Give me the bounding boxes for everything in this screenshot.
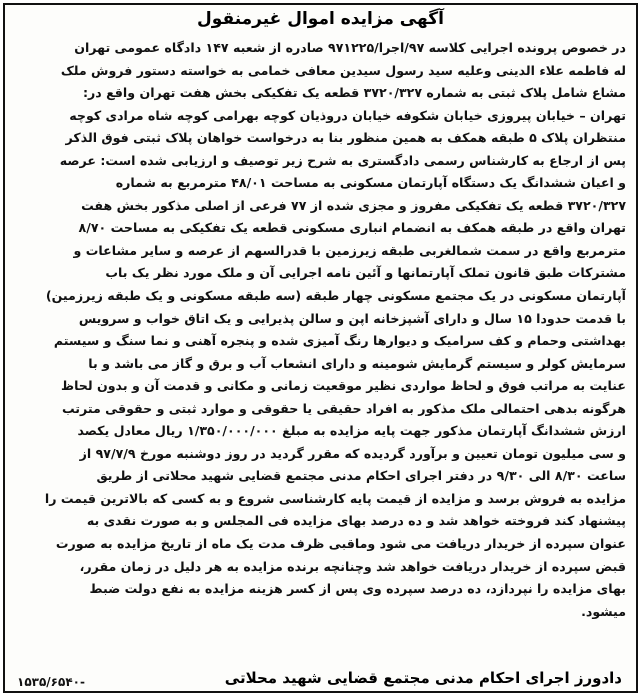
body-line: تهران – خیابان پیروزی خیابان شکوفه خیابان دروذیان کوچه بهرامی کوچه شاه مرادی کوچه [69, 107, 626, 123]
body-line: تهران واقع در طبقه همکف به انضمام انباری مسکونی قطعه یک تفکیکی به مساحت ۸/۷۰ [78, 220, 626, 236]
body-line: آپارتمان مسکونی در یک مجتمع مسکونی چهار طبقه (سه طبقه مسکونی و یک طبقه زیرزمین) [45, 288, 626, 304]
body-line: و اعیان ششدانگ یک دستگاه آپارتمان مسکونی به مساحت ۴۸/۰۱ مترمربع به شماره [115, 175, 626, 191]
body-line: با قدمت حدودا ۱۵ سال و دارای آشپزخانه اپن و سالن پذیرایی و یک اتاق خواب و سرویس [78, 310, 626, 326]
body-line: عنوان سپرده از خریدار دریافت می شود وماقبی ظرف مدت یک ماه از تاریخ مزایده به صورت [55, 536, 626, 552]
body-line: منتظران پلاک ۵ طبقه همکف به همین منظور بنا به درخواست خواهان پلاک ثبتی فوق الذکر [65, 130, 626, 146]
body-line: پس از ارجاع به کارشناس رسمی دادگستری به شرح زیر توصیف و ارزیابی شده است: عرصه [59, 152, 626, 168]
body-line: مزایده به فروش برسد و مزایده از قیمت پایه کارشناسی شروع و به کسی که بالاترین قیمت را [44, 490, 626, 506]
signature: دادورز اجرای احکام مدنی مجتمع قضایی شهید محلاتی [224, 669, 622, 687]
notice-body [15, 37, 626, 623]
notice-code: ۱۵۳۵/۶۵۴۰- [17, 675, 85, 689]
notice-title: آگهی مزایده اموال غیرمنقول [197, 9, 444, 29]
body-line: در خصوص پرونده اجرایی کلاسه ۹۷/اجرا/۹۷۱۲۲۵ صادره از شعبه ۱۴۷ دادگاه عمومی تهران [74, 40, 626, 55]
body-line: مشاع شامل پلاک ثبتی به شماره ۳۷۲۰/۳۲۷ قطعه یک تفکیکی بخش هفت تهران واقع در: [82, 85, 626, 101]
body-line: بهداشتی وحمام و کف سرامیک و دیوارها رنگ آمیزی شده و پنجره آهنی و نما سنگ و سیستم [53, 333, 626, 349]
body-line: هرگونه بدهی احتمالی ملک مذکور به افراد حقیقی یا حقوقی و موارد ثبتی و حقوقی مترتب [61, 400, 626, 416]
body-line: ساعت ۸/۳۰ الی ۹/۳۰ در دفتر اجرای احکام مدنی مجتمع قضایی شهید محلاتی از طریق [96, 468, 626, 484]
body-line: قبض سپرده از خریدار دریافت خواهد شد وچنانچه برنده مزایده به هر دلیل در زمان مقرر، [79, 558, 626, 574]
body-line: سرمایش کولر و سیستم گرمایش شومینه و دارای انشعاب آب و برق و گاز می باشد و با [88, 355, 626, 371]
body-line: ارزش ششدانگ آپارتمان مذکور جهت پایه مزایده به مبلغ ۱/۳۵۰/۰۰۰/۰۰۰ ریال معادل یکصد [77, 423, 626, 439]
body-line: پیشنهاد کند فروخته خواهد شد و ده درصد بهای مزایده فی المجلس و به صورت نقدی به [86, 513, 626, 529]
body-line: و سی میلیون تومان تعیین و برآورد گردیده که مقرر گردید در روز دوشنبه مورخ ۹۷/۷/۹ از [79, 445, 626, 461]
body-line: مترمربع واقع در سمت شمالغربی طبقه زیرزمین با قدرالسهم از عرصه و سایر مشاعات و [73, 242, 626, 258]
body-line: عنایت به مراتب فوق و لحاظ مواردی نظیر موقعیت زمانی و مکانی و قدمت آن و بدون لحاظ [60, 378, 626, 394]
body-line: له فاطمه علاء الدینی وعلیه سید رسول سیدین معافی خمامی به خواسته دستور فروش ملک [60, 62, 626, 78]
body-line: ۳۷۲۰/۳۲۷ قطعه یک تفکیکی مفروز و مجزی شده از ۷۷ فرعی از اصلی مذکور بخش هفت [81, 197, 626, 213]
body-line: بهای مزایده را نپردازد، ده درصد سپرده وی پس از کسر هزینه مزایده به نفع دولت ضبط [89, 581, 626, 597]
body-line: مشترکات طبق قانون تملک آپارتمانها و آئین نامه اجرایی آن و ملک مورد نظر یک باب [105, 265, 626, 281]
notice-frame [3, 3, 638, 693]
body-line: میشود. [581, 603, 626, 619]
